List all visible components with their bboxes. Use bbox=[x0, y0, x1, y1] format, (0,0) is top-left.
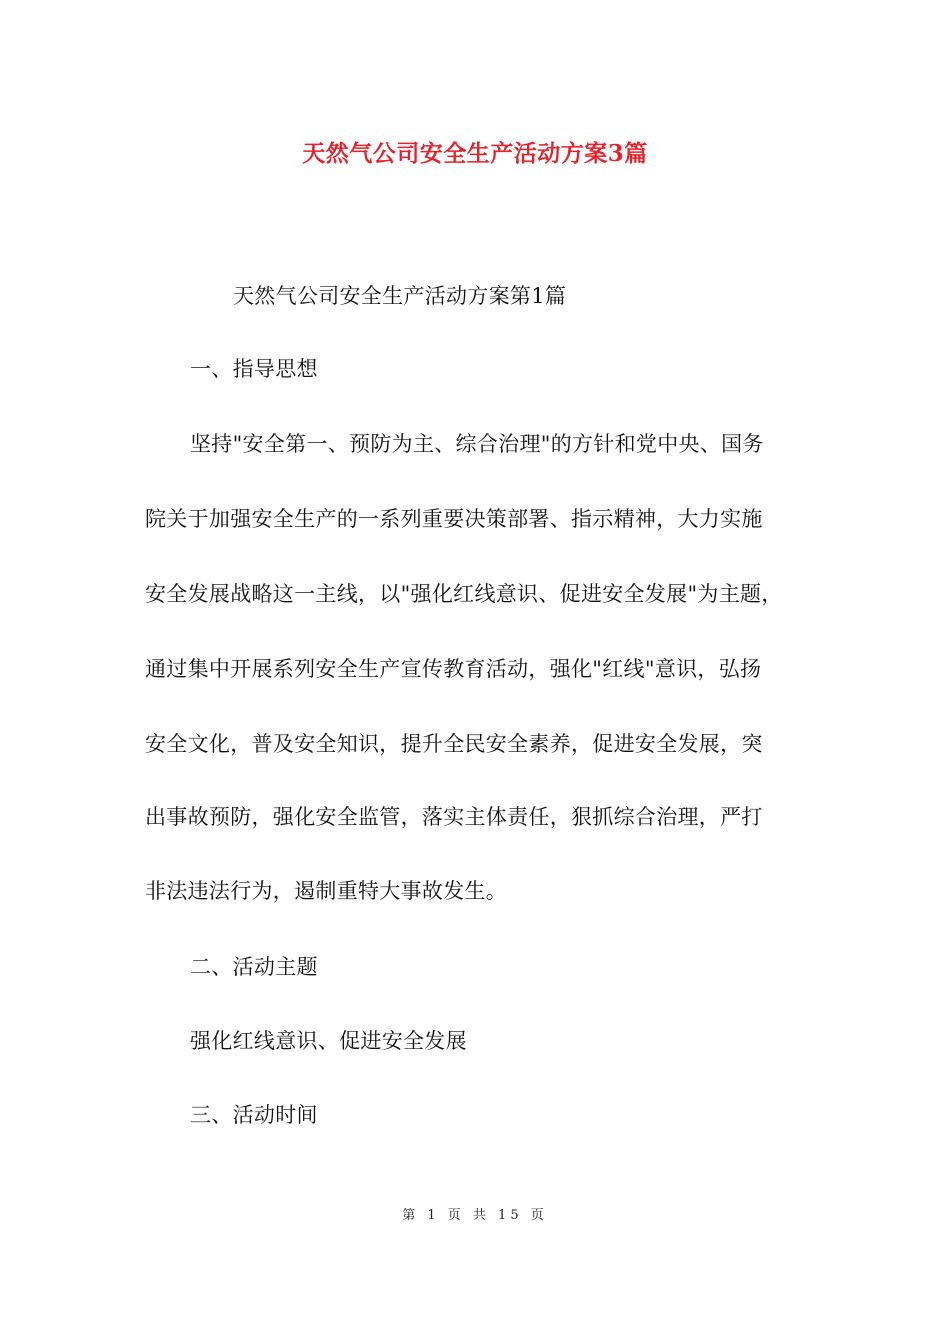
paragraph-line: 安全发展战略这一主线，以"强化红线意识、促进安全发展"为主题， bbox=[145, 582, 783, 606]
paragraph-line: 非法违法行为，遏制重特大事故发生。 bbox=[145, 879, 508, 903]
section-heading-guiding-thought: 一、指导思想 bbox=[190, 357, 318, 381]
paragraph-line: 院关于加强安全生产的一系列重要决策部署、指示精神，大力实施 bbox=[145, 507, 763, 531]
document-title: 天然气公司安全生产活动方案3篇 bbox=[302, 140, 648, 167]
section-heading-activity-theme: 二、活动主题 bbox=[190, 955, 318, 979]
paragraph-line: 出事故预防，强化安全监管，落实主体责任，狠抓综合治理，严打 bbox=[145, 805, 763, 829]
article-subtitle: 天然气公司安全生产活动方案第1篇 bbox=[233, 284, 567, 308]
paragraph-line: 通过集中开展系列安全生产宣传教育活动，强化"红线"意识，弘扬 bbox=[145, 657, 762, 681]
activity-theme-text: 强化红线意识、促进安全发展 bbox=[190, 1029, 467, 1053]
paragraph-line: 坚持"安全第一、预防为主、综合治理"的方针和党中央、国务 bbox=[190, 432, 764, 456]
page-footer: 第 1 页 共 15 页 bbox=[402, 1208, 548, 1223]
paragraph-line: 安全文化，普及安全知识，提升全民安全素养，促进安全发展，突 bbox=[145, 732, 763, 756]
section-heading-activity-time: 三、活动时间 bbox=[190, 1103, 318, 1127]
